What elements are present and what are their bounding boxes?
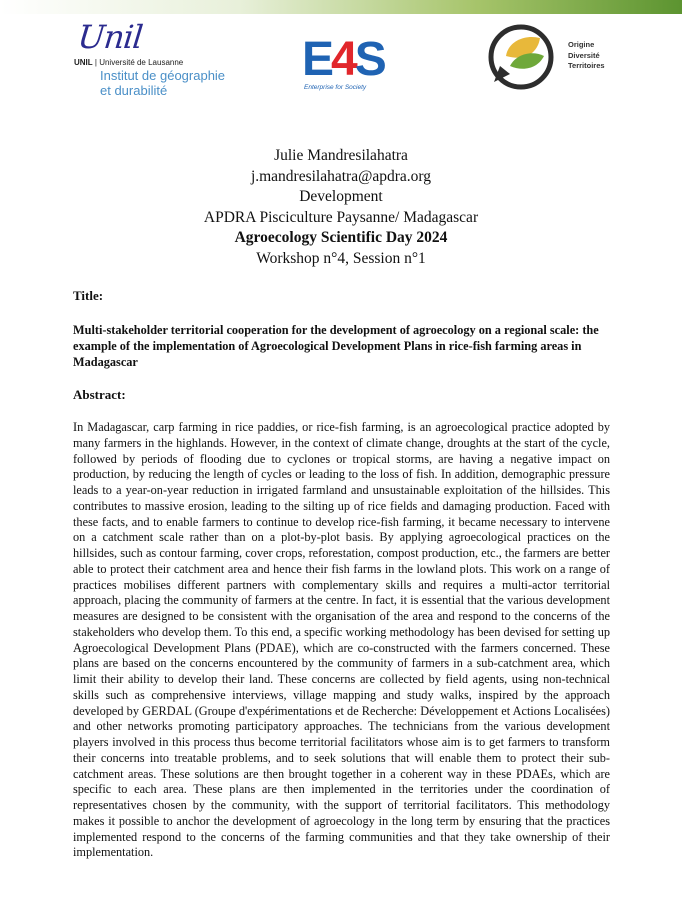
title-label: Title: (73, 288, 104, 303)
document-header (0, 146, 682, 269)
author-email: j.mandresilahatra@apdra.org (250, 167, 432, 185)
e4s-letter-e: E (302, 33, 332, 86)
unil-institute (100, 68, 225, 98)
odt-line-territoires: Territoires (568, 61, 605, 70)
unil-university-name: | Université de Lausanne (92, 58, 184, 67)
abstract-body: In Madagascar, carp farming in rice paddies, or rice-fish farming, is an agroecological practice adopted by many farmers in the highlands. However, in the context of climate change, droughts at the start of the cycle, followed by periods of flooding due to cyclones or tropical storms, are having a negative impact on production, by reducing the length of cycles or leading to the loss of fish. In addition, demographic pressure leads to a year-on-year reduction in irrigated farmland and unsustainable exploitation of the hillsides. This contributes to massive erosion, leading to the silting up of rice fields and damaging production. Faced with these facts, and to enable farmers to continue to develop rice-fish farming, it became necessary to intervene on a catchment scale rather than on a plot-by-plot basis. By applying agroecological practices on the hillsides, such as contour farming, cover crops, reforestation, compost production, etc., the farmers are better able to protect their catchment area and hence their fish farms in the lowland plots. This work on a range of practices mobilises different partners with complementary skills and requires a multi-actor territorial approach, placing the community of farmers at the centre. In fact, it is essential that the various development measures are designed to be consistent with the organisation of the area and respond to the concerns of the stakeholders who develop them. To this end, a specific working methodology has been devised for setting up Agroecological Development Plans (PDAE), which are co-constructed with the farmers concerned. These plans are based on the concerns encountered by the community of farmers in a sub-catchment area, which limit their ability to develop their land. These concerns are collected by field agents, using non-technical skills such as comprehensive interviews, village mapping and study walks, inspired by the approach developed by GERDAL (Groupe d'expérimentations et de Recherche: Développement et Actions Localisées) and other networks promoting participatory approaches. The technicians from the various development players involved in this process thus become territorial facilitators whose aim is to get farmers to transform their concerns into treatable problems, and to seek solutions that will enable them to protect their sub-catchment areas. These solutions are then brought together in a coherent way in these PDAEs, which are specific to each area. These plans are then implemented in the territories under the coordination of representatives chosen by the community, with the support of territorial facilitators. This methodology makes it possible to anchor the development of agroecology in the long term by ensuring that the practices implemented respond to the concerns of the farming communities and that they take ownership of their implementation. (73, 420, 610, 860)
e4s-wordmark (302, 33, 384, 86)
e4s-digit-4: 4 (331, 33, 355, 86)
paper-title: Multi-stakeholder territorial cooperation for the development of agroecology on a regional scale: the example of the implementation of Agroecological Development Plans in rice-fish farming areas in Madagascar (73, 323, 599, 369)
unil-institute-line1: Institut de géographie (100, 68, 226, 83)
organisation: APDRA Pisciculture Paysanne/ Madagascar (203, 208, 479, 226)
event-name: Agroecology Scientific Day 2024 (234, 229, 448, 246)
top-gradient-bar (0, 0, 682, 14)
e4s-logo (302, 33, 406, 94)
odt-wordmark (568, 40, 605, 72)
e4s-tagline: Enterprise for Society (304, 84, 367, 91)
odt-logo (486, 22, 636, 94)
odt-line-diversite: Diversité (568, 50, 600, 60)
session-info: Workshop n°4, Session n°1 (256, 249, 426, 267)
unil-short-name: UNIL (74, 58, 93, 67)
unil-institute-line2: et durabilité (100, 83, 168, 98)
odt-line-origine: Origine (568, 40, 595, 49)
author-role: Development (299, 188, 383, 205)
unil-script-wordmark: Unil (76, 18, 145, 56)
unil-logo (74, 18, 244, 100)
unil-university-line (74, 58, 183, 67)
e4s-letter-s: S (354, 33, 384, 86)
abstract-label: Abstract: (73, 387, 126, 402)
author-name: Julie Mandresilahatra (274, 147, 408, 164)
leaf-speech-bubble-icon (486, 22, 556, 92)
